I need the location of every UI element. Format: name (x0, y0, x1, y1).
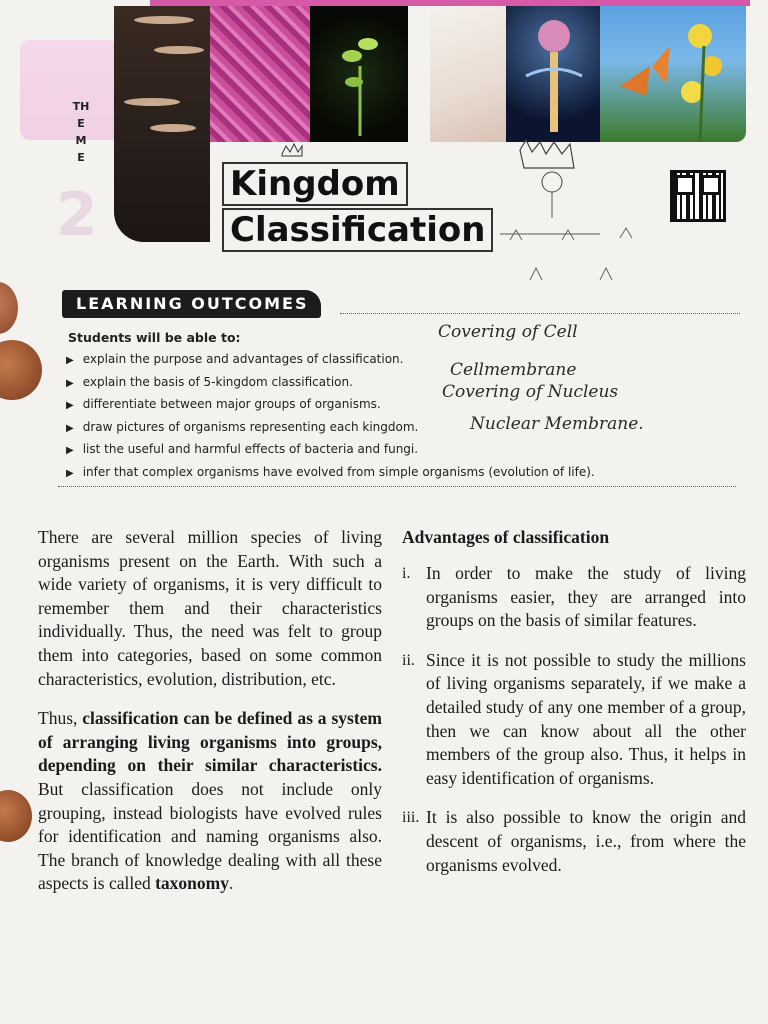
item-number: i. (402, 565, 411, 582)
butterfly-icon (600, 6, 746, 142)
list-item: ▶ draw pictures of organisms representing each kingdom. (66, 418, 595, 441)
chapter-title-line2: Classification (222, 208, 493, 252)
definition-bold: classification can be defined as a system of arranging living organisms into groups, depending on their similar characteristics. (38, 708, 382, 776)
list-item: ▶ explain the basis of 5-kingdom classification. (66, 373, 595, 396)
advantages-heading: Advantages of classification (402, 527, 610, 547)
handwritten-note: Covering of Nucleus (442, 382, 619, 402)
crown-doodle-icon (270, 138, 670, 298)
taxonomy-term: taxonomy (155, 873, 229, 894)
list-item (402, 649, 746, 791)
mushroom-photo (114, 6, 210, 242)
list-item (402, 562, 746, 633)
chapter-title-line1: Kingdom (222, 162, 408, 206)
item-text: In order to make the study of living organisms easier, they are arranged into groups on the basis of similar features. (426, 563, 746, 631)
theme-number: 2 (56, 180, 98, 250)
mushroom-shelf (154, 46, 204, 54)
right-column (402, 526, 746, 893)
list-item: ▶ differentiate between major groups of organisms. (66, 395, 595, 418)
nervous-system-photo (506, 6, 602, 142)
hand-photo (430, 6, 506, 142)
human-figure-icon (506, 6, 602, 142)
learning-outcomes-header: LEARNING OUTCOMES (62, 290, 321, 318)
item-text: It is also possible to know the origin and descent of organisms, i.e., from where the organisms evolved. (426, 807, 746, 875)
theme-label (72, 98, 90, 166)
pink-background-band (20, 40, 120, 140)
learning-outcomes-lead: Students will be able to: (68, 330, 241, 345)
butterfly-photo (600, 6, 746, 142)
cell-tissue-photo (210, 6, 310, 142)
left-column (38, 526, 382, 912)
item-text: Since it is not possible to study the millions of living organisms separately, if we make a detailed study of any one member of a group, then we can know about all the other members of the group also. Thus, it helps in easy identification of organisms. (426, 649, 746, 788)
definition-rest: But classification does not include only grouping, instead biologists have evolved rules for identification and naming organisms also. The branch of knowledge dealing with all these aspects is called (38, 778, 382, 894)
handwritten-note: Cellmembrane (450, 360, 577, 380)
definition-end: . (229, 873, 234, 894)
handwritten-note: Nuclear Membrane. (470, 414, 644, 434)
mushroom-shelf (124, 98, 180, 106)
qr-code-icon[interactable] (670, 170, 726, 222)
item-number: iii. (402, 809, 420, 827)
section-divider (58, 486, 736, 487)
mushroom-shelf (150, 124, 196, 132)
mushroom-shelf (134, 16, 194, 24)
sprout-icon (310, 6, 408, 142)
intro-paragraph: There are several million species of living organisms present on the Earth. With such a wide variety of organisms, it is very difficult to remember them and their characteristics individually. Thus, the need was felt to group them into categories, based on some common characteristics, evolution, distribution, etc. (38, 527, 382, 689)
header-divider (340, 313, 740, 314)
list-item: ▶ explain the purpose and advantages of classification. (66, 350, 595, 373)
item-number: ii. (402, 651, 415, 669)
handwritten-note: Covering of Cell (438, 322, 578, 342)
finger-photo (0, 340, 42, 400)
list-item: ▶ list the useful and harmful effects of bacteria and fungi. (66, 440, 595, 463)
theme-label-text: THEME (72, 100, 90, 164)
definition-start: Thus, (38, 708, 83, 729)
finger-photo (0, 282, 18, 334)
finger-photo (0, 790, 32, 842)
definition-paragraph (38, 707, 382, 896)
list-item (402, 806, 746, 877)
sprout-photo (310, 6, 408, 142)
list-item: ▶ infer that complex organisms have evolved from simple organisms (evolution of life). (66, 463, 595, 486)
